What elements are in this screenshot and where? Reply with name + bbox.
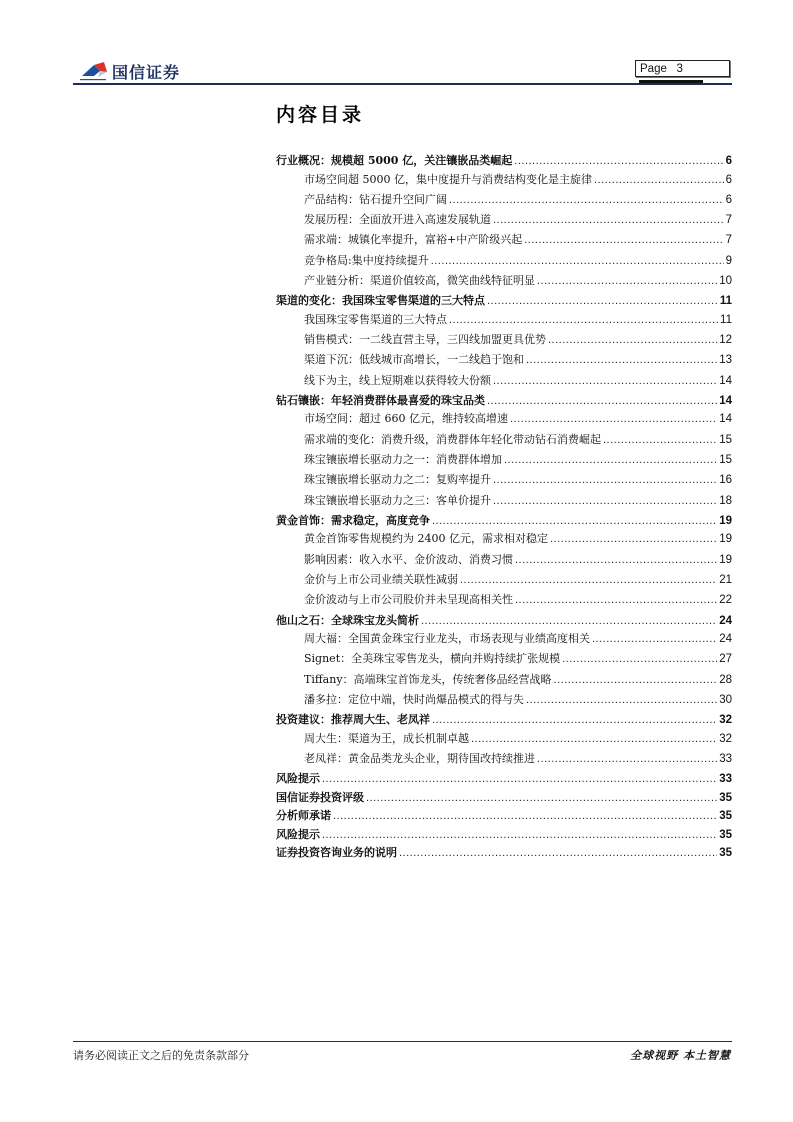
toc-entry-text: 周大生：渠道为王，成长机制卓越 <box>304 731 469 745</box>
toc-page-number: 19 <box>719 514 732 527</box>
toc-subsection-link[interactable] <box>276 492 732 512</box>
toc-subsection-link[interactable] <box>276 691 732 711</box>
toc-subsection-link[interactable] <box>276 331 732 351</box>
toc-entry-text: 产品结构：钻石提升空间广阔 <box>304 192 447 206</box>
toc-leader-dots <box>526 694 717 706</box>
toc-entry-text: 影响因素：收入水平、金价波动、消费习惯 <box>304 552 513 566</box>
toc-leader-dots <box>592 633 717 645</box>
toc-entry-text: 需求端：城镇化率提升，富裕+中产阶级兴起 <box>304 233 523 247</box>
toc-subsection-link[interactable] <box>276 530 732 550</box>
toc-leader-dots <box>487 395 717 407</box>
toc-page-number: 32 <box>719 732 732 745</box>
toc-page-number: 18 <box>719 494 732 507</box>
toc-page-number: 27 <box>719 653 732 666</box>
toc-leader-dots <box>487 295 718 307</box>
toc-subsection-link[interactable] <box>276 372 732 392</box>
toc-section-link[interactable] <box>276 512 732 531</box>
toc-entry-text: 周大福：全国黄金珠宝行业龙头，市场表现与业绩高度相关 <box>304 632 590 646</box>
brand-name: 国信证券 <box>112 62 181 82</box>
toc-leader-dots <box>526 354 717 366</box>
toc-page-number: 35 <box>719 847 732 860</box>
toc-section-link[interactable] <box>276 711 732 730</box>
toc-page-number: 15 <box>719 454 732 467</box>
toc-page-number: 11 <box>720 313 732 326</box>
toc-page-number: 12 <box>719 334 732 347</box>
toc-entry-text: 钻石镶嵌：年轻消费群体最喜爱的珠宝品类 <box>276 393 485 407</box>
toc-leader-dots <box>594 174 724 186</box>
toc-section-link[interactable] <box>276 844 732 863</box>
toc-page-number: 19 <box>719 553 732 566</box>
toc-section-link[interactable] <box>276 392 732 411</box>
toc-entry-text: 珠宝镶嵌增长驱动力之一：消费群体增加 <box>304 453 502 467</box>
toc-subsection-link[interactable] <box>276 252 732 272</box>
toc-leader-dots <box>432 515 717 527</box>
toc-page-number: 9 <box>725 254 732 267</box>
toc-entry-text: 国信证券投资评级 <box>276 790 364 804</box>
toc-page-number: 32 <box>719 714 732 727</box>
toc-leader-dots <box>554 674 718 686</box>
toc-entry-text: 线下为主，线上短期难以获得较大份额 <box>304 373 491 387</box>
toc-leader-dots <box>504 454 717 466</box>
page-label: Page <box>640 63 667 75</box>
toc-entry-text: 渠道的变化：我国珠宝零售渠道的三大特点 <box>276 294 485 308</box>
toc-subsection-link[interactable] <box>276 471 732 491</box>
page-header <box>73 56 733 86</box>
page-number: 3 <box>676 63 683 75</box>
toc-entry-text: 产业链分析：渠道价值较高，微笑曲线特征明显 <box>304 273 535 287</box>
toc-leader-dots <box>333 810 717 822</box>
toc-entry-text: 金价波动与上市公司股价并未呈现高相关性 <box>304 593 513 607</box>
toc-leader-dots <box>460 574 717 586</box>
toc-page-number: 33 <box>719 753 732 766</box>
toc-page-number: 14 <box>719 413 732 426</box>
toc-leader-dots <box>515 554 717 566</box>
toc-entry-text: 珠宝镶嵌增长驱动力之三：客单价提升 <box>304 493 491 507</box>
toc-leader-dots <box>524 234 723 246</box>
logo-mark-icon <box>80 60 108 82</box>
toc-section-link[interactable] <box>276 770 732 789</box>
toc-entry-text: 金价与上市公司业绩关联性减弱 <box>304 573 458 587</box>
toc-page-number: 15 <box>719 433 732 446</box>
toc-page-number: 24 <box>719 614 732 627</box>
toc-page-number: 6 <box>725 155 732 167</box>
toc-subsection-link[interactable] <box>276 272 732 292</box>
toc-leader-dots <box>493 375 717 387</box>
toc-leader-dots <box>449 194 724 206</box>
toc-subsection-link[interactable] <box>276 311 732 331</box>
toc-leader-dots <box>322 829 717 841</box>
table-of-contents <box>276 152 732 863</box>
toc-leader-dots <box>366 792 717 804</box>
footer-disclaimer: 请务必阅读正文之后的免责条款部分 <box>73 1049 249 1062</box>
toc-page-number: 19 <box>719 533 732 546</box>
toc-entry-text: 证券投资咨询业务的说明 <box>276 846 397 860</box>
toc-subsection-link[interactable] <box>276 730 732 750</box>
toc-entry-text: 渠道下沉：低线城市高增长，一二线趋于饱和 <box>304 353 524 367</box>
page-indicator <box>635 60 730 77</box>
toc-leader-dots <box>548 334 717 346</box>
toc-leader-dots <box>514 155 723 167</box>
toc-section-link[interactable] <box>276 612 732 631</box>
toc-leader-dots <box>471 733 717 745</box>
toc-page-number: 11 <box>719 295 732 308</box>
toc-page-number: 6 <box>725 193 732 206</box>
toc-page-number: 7 <box>725 214 732 227</box>
toc-subsection-link[interactable] <box>276 191 732 211</box>
toc-subsection-link[interactable] <box>276 431 732 451</box>
toc-subsection-link[interactable] <box>276 231 732 251</box>
toc-leader-dots <box>537 753 717 765</box>
toc-leader-dots <box>515 594 717 606</box>
header-divider <box>73 83 732 85</box>
toc-leader-dots <box>431 255 724 267</box>
toc-subsection-link[interactable] <box>276 750 732 770</box>
toc-page-number: 30 <box>719 694 732 707</box>
footer-slogan: 全球视野 本土智慧 <box>630 1049 731 1062</box>
toc-entry-text: 风险提示 <box>276 827 320 841</box>
toc-subsection-link[interactable] <box>276 591 732 611</box>
toc-leader-dots <box>493 474 717 486</box>
toc-leader-dots <box>493 214 724 226</box>
toc-entry-text: 珠宝镶嵌增长驱动力之二：复购率提升 <box>304 473 491 487</box>
toc-subsection-link[interactable] <box>276 671 732 691</box>
toc-subsection-link[interactable] <box>276 211 732 231</box>
toc-page-number: 35 <box>719 791 732 804</box>
toc-leader-dots <box>322 773 717 785</box>
toc-subsection-link[interactable] <box>276 571 732 591</box>
toc-page-number: 16 <box>719 474 732 487</box>
toc-section-link[interactable] <box>276 152 732 171</box>
toc-page-number: 13 <box>719 354 732 367</box>
toc-entry-text: 他山之石：全球珠宝龙头简析 <box>276 613 419 627</box>
toc-section-link[interactable] <box>276 789 732 808</box>
toc-page-number: 21 <box>719 574 732 587</box>
toc-section-link[interactable] <box>276 807 732 826</box>
toc-entry-text: 投资建议：推荐周大生、老凤祥 <box>276 713 430 727</box>
toc-entry-text: 需求端的变化：消费升级，消费群体年轻化带动钻石消费崛起 <box>304 432 601 446</box>
toc-entry-text: 市场空间：超过 660 亿元，维持较高增速 <box>304 412 508 426</box>
toc-subsection-link[interactable] <box>276 410 732 430</box>
toc-leader-dots <box>493 495 717 507</box>
toc-leader-dots <box>449 314 718 326</box>
toc-leader-dots <box>421 615 717 627</box>
brand-logo <box>80 58 200 84</box>
toc-leader-dots <box>550 533 717 545</box>
toc-entry-text: 行业概况：规模超 5000 亿，关注镶嵌品类崛起 <box>276 154 513 167</box>
toc-section-link[interactable] <box>276 292 732 311</box>
toc-subsection-link[interactable] <box>276 451 732 471</box>
toc-page-number: 22 <box>719 594 732 607</box>
toc-leader-dots <box>432 714 717 726</box>
toc-page-number: 6 <box>725 173 732 186</box>
toc-leader-dots <box>562 653 717 665</box>
toc-page-number: 14 <box>719 394 732 407</box>
toc-entry-text: 风险提示 <box>276 772 320 786</box>
toc-page-number: 24 <box>719 633 732 646</box>
toc-subsection-link[interactable] <box>276 630 732 650</box>
toc-entry-text: 老凤祥：黄金品类龙头企业，期待国改持续推进 <box>304 752 535 766</box>
toc-page-number: 33 <box>719 773 732 786</box>
toc-leader-dots <box>603 434 717 446</box>
toc-page-number: 35 <box>719 810 732 823</box>
toc-entry-text: 分析师承诺 <box>276 809 331 823</box>
toc-section-link[interactable] <box>276 826 732 845</box>
toc-entry-text: Signet：全美珠宝零售龙头，横向并购持续扩张规模 <box>304 652 561 666</box>
toc-page-number: 35 <box>719 828 732 841</box>
toc-page-number: 14 <box>719 374 732 387</box>
toc-page-number: 7 <box>725 234 732 247</box>
toc-entry-text: 黄金首饰零售规模约为 2400 亿元，需求相对稳定 <box>304 532 548 546</box>
toc-subsection-link[interactable] <box>276 351 732 371</box>
toc-entry-text: 黄金首饰：需求稳定，高度竞争 <box>276 513 430 527</box>
toc-entry-text: 竞争格局:集中度持续提升 <box>304 253 429 267</box>
toc-subsection-link[interactable] <box>276 650 732 670</box>
toc-subsection-link[interactable] <box>276 551 732 571</box>
toc-page-number: 28 <box>719 673 732 686</box>
toc-entry-text: 市场空间超 5000 亿，集中度提升与消费结构变化是主旋律 <box>304 172 592 186</box>
toc-entry-text: 发展历程：全面放开进入高速发展轨道 <box>304 213 491 227</box>
toc-entry-text: Tiffany：高端珠宝首饰龙头，传统奢侈品经营战略 <box>304 672 552 686</box>
toc-entry-text: 我国珠宝零售渠道的三大特点 <box>304 312 447 326</box>
toc-leader-dots <box>537 275 717 287</box>
footer-divider <box>73 1041 732 1042</box>
toc-subsection-link[interactable] <box>276 171 732 191</box>
toc-leader-dots <box>399 847 717 859</box>
toc-entry-text: 潘多拉：定位中端，快时尚爆品模式的得与失 <box>304 693 524 707</box>
toc-title: 内容目录 <box>276 104 365 126</box>
toc-entry-text: 销售模式：一二线直营主导，三四线加盟更具优势 <box>304 333 546 347</box>
toc-leader-dots <box>510 413 717 425</box>
toc-page-number: 10 <box>719 274 732 287</box>
